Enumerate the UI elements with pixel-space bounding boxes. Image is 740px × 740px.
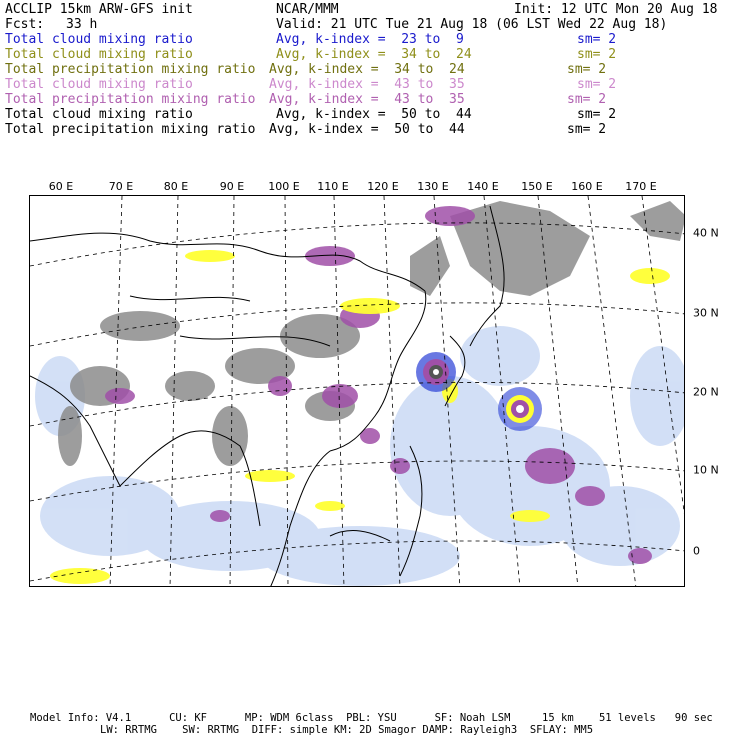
field-name: Total cloud mixing ratio — [5, 107, 193, 122]
field-k-index: Avg, k-index = 23 to 9 — [276, 32, 464, 47]
typhoon-west-icon — [416, 352, 456, 392]
map-panel — [29, 195, 685, 587]
lat-label-30n: 30 N — [693, 306, 719, 320]
org-label: NCAR/MMM — [276, 2, 339, 17]
lat-label-0: 0 — [693, 544, 700, 558]
lon-label-110e: 110 E — [317, 180, 349, 193]
field-k-index: Avg, k-index = 43 to 35 — [269, 77, 465, 92]
field-k-index: Avg, k-index = 43 to 35 — [269, 92, 465, 107]
field-name: Total cloud mixing ratio — [5, 47, 193, 62]
init-time: Init: 12 UTC Mon 20 Aug 18 — [514, 2, 718, 17]
field-smoothing: sm= 2 — [567, 122, 607, 137]
model-info-line1: Model Info: V4.1 CU: KF MP: WDM 6class PBL: YSU SF: Noah LSM 15 km 51 levels 90 sec — [30, 712, 713, 724]
lat-label-20n: 20 N — [693, 385, 719, 399]
lon-label-130e: 130 E — [417, 180, 449, 193]
field-name: Total cloud mixing ratio — [5, 32, 193, 47]
lon-label-80e: 80 E — [163, 180, 189, 193]
field-smoothing: sm= 2 — [567, 62, 607, 77]
gray-cloud-field — [58, 201, 685, 466]
model-info-line2: LW: RRTMG SW: RRTMG DIFF: simple KM: 2D Smagor DAMP: Rayleigh3 SFLAY: MM5 — [100, 724, 594, 736]
lon-label-60e: 60 E — [48, 180, 74, 193]
field-name: Total precipitation mixing ratio — [5, 122, 256, 137]
field-name: Total cloud mixing ratio — [5, 77, 193, 92]
field-k-index: Avg, k-index = 50 to 44 — [276, 107, 472, 122]
lon-label-150e: 150 E — [521, 180, 553, 193]
lon-label-140e: 140 E — [467, 180, 499, 193]
field-smoothing: sm= 2 — [567, 92, 607, 107]
lon-label-70e: 70 E — [108, 180, 134, 193]
field-name: Total precipitation mixing ratio — [5, 92, 256, 107]
lat-label-10n: 10 N — [693, 463, 719, 477]
field-smoothing: sm= 2 — [577, 107, 617, 122]
field-k-index: Avg, k-index = 34 to 24 — [276, 47, 472, 62]
field-k-index: Avg, k-index = 50 to 44 — [269, 122, 465, 137]
lat-label-40n: 40 N — [693, 226, 719, 240]
field-name: Total precipitation mixing ratio — [5, 62, 256, 77]
valid-time: Valid: 21 UTC Tue 21 Aug 18 (06 LST Wed 22 Aug 18) — [276, 17, 668, 32]
field-smoothing: sm= 2 — [577, 47, 617, 62]
map-title: ACCLIP 15km ARW-GFS init — [5, 2, 193, 17]
lon-label-170e: 170 E — [625, 180, 657, 193]
forecast-map — [30, 196, 685, 587]
field-smoothing: sm= 2 — [577, 32, 617, 47]
lon-label-160e: 160 E — [571, 180, 603, 193]
lon-label-100e: 100 E — [268, 180, 300, 193]
typhoon-east-icon — [498, 387, 542, 431]
field-smoothing: sm= 2 — [577, 77, 617, 92]
fcst-value: 33 h — [66, 17, 98, 32]
lon-label-90e: 90 E — [219, 180, 245, 193]
fcst-label: Fcst: — [5, 17, 45, 32]
lon-label-120e: 120 E — [367, 180, 399, 193]
light-blue-cloud-field — [35, 326, 685, 586]
field-k-index: Avg, k-index = 34 to 24 — [269, 62, 465, 77]
